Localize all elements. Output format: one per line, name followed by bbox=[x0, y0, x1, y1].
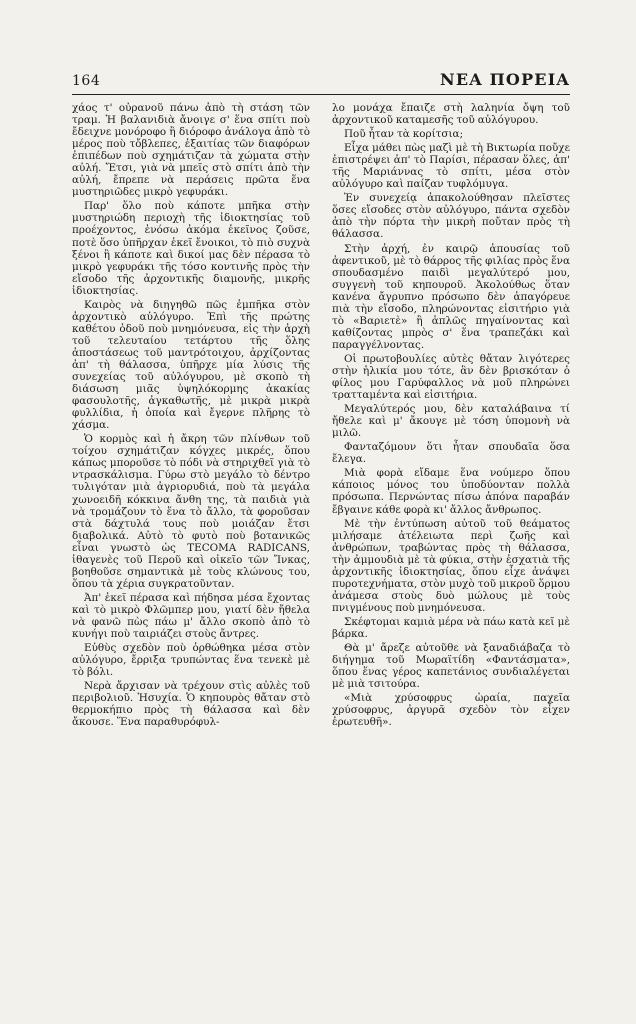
page-number: 164 bbox=[72, 73, 101, 89]
text-columns bbox=[72, 102, 570, 730]
paragraph: Παρ' ὅλο ποὺ κάποτε μπῆκα στὴν μυστηριώδη περιοχὴ τῆς ἰδιοκτησίας τοῦ προέχοντος, ἐνόσω ἀκόμα ἐκεῖνος ζοῦσε, ποτὲ ὅσο ὑπῆρχαν ἐκεῖ ἔνοικοι, τὸ πιὸ συχνὰ ξένοι ἢ κάποτε καὶ δικοί μας δὲν πέρασα τὸ μικρὸ γεφυράκι τῆς τόσο κοντινῆς πρὸς τὴν εἴσοδο τῆς ἀρχοντικῆς διαμονῆς, μικρῆς ἰδιοκτησίας. bbox=[72, 200, 310, 297]
paragraph: Ποῦ ἦταν τὰ κορίτσια; bbox=[344, 128, 464, 141]
paragraph: Μιὰ φορὰ εἴδαμε ἕνα νούμερο ὅπου κάποιος μόνος του ὑποδύονταν πολλὰ πρόσωπα. Περνώντας πίσω ἀπόνα παραβάν ἔβγαινε κάθε φορὰ κι' ἄλλος ἄνθρωπος. bbox=[332, 467, 570, 516]
paragraph: Στὴν ἀρχή, ἐν καιρῷ ἀπουσίας τοῦ ἀφεντικοῦ, μὲ τὸ θάρρος τῆς φιλίας πρὸς ἕνα σπουδασμένο παιδὶ μεγαλύτερό μου, συγγενὴ τοῦ κηπουροῦ. Ἀκολούθως ὅταν κανένα ἄγρυπνο πρόσωπο δὲν ἀπαγόρευε πιὰ τὴν εἴσοδο, πληρώνοντας εἰσιτήριο γιὰ τὸ «Βαριετὲ» ἢ ἁπλῶς πηγαίνοντας καὶ καθίζοντας μπρὸς σ' ἕνα τραπεζάκι καὶ παραγγέλνοντας. bbox=[332, 242, 570, 351]
right-column bbox=[332, 102, 570, 730]
running-title: ΝΕΑ ΠΟΡΕΙΑ bbox=[440, 70, 570, 89]
paragraph: «Μιὰ χρύσοφρυς ὡραία, παχεῖα χρύσοφρυς, ἀργυρᾶ σχεδὸν τὸν εἶχεν ἐρωτευθῆ». bbox=[332, 692, 570, 729]
paragraph: λο μονάχα ἔπαιζε στὴ λαληνία ὄψη τοῦ ἀρχοντικοῦ καταμεσῆς τοῦ αὐλόγυρου. bbox=[332, 102, 570, 127]
paragraph: Ὁ κορμὸς καὶ ἡ ἄκρη τῶν πλίνθων τοῦ τοίχου σχημάτιζαν κόγχες μικρές, ὅπου κάπως μποροῦσε τὸ πόδι νὰ στηριχθεῖ γιὰ τὸ ντρασκάλισμα. Γύρω στὸ μεγάλο τὸ δέντρο τυλιγόταν μιὰ ἀγριορυδιά, ποὺ τὰ μεγάλα χωνοειδῆ κόκκινα ἄνθη της, τὰ παιδιὰ γιὰ νὰ τρομάζουν τὸ ἕνα τὸ ἄλλο, τὰ φοροῦσαν στὰ δάχτυλά τους ποὺ μοιάζαν ἔτσι διαβολικά. Αὐτὸ τὸ φυτὸ ποὺ βοτανικῶς εἶναι γνωστὸ ὡς TECOMA RADICANS, ἰθαγενὲς τοῦ Περοῦ καὶ οἰκεῖο τῶν Ἴνκας, βοηθοῦσε σημαντικὰ μὲ τοὺς κλώνους του, ὅπου τὰ χέρια συγκρατοῦνταν. bbox=[72, 433, 310, 590]
paragraph: Ἀπ' ἐκεῖ πέρασα καὶ πήδησα μέσα ἔχοντας καὶ τὸ μικρὸ Φλῶμπερ μου, γιατί δὲν ἤθελα νὰ φανῶ πὼς πάω μ' ἄλλο σκοπὸ ἀπὸ τὸ κυνήγι ποὺ ταιριάζει στοὺς ἄντρες. bbox=[72, 591, 310, 641]
header-rule bbox=[72, 94, 570, 95]
paragraph: χάος τ' οὐρανοῦ πάνω ἀπὸ τὴ στάση τῶν τραμ. Ἡ βαλανιδιὰ ἄνοιγε σ' ἕνα σπίτι ποὺ ἔδειχνε μονόροφο ἢ διόροφο ἀνάλογα ἀπὸ τὸ μέρος ποὺ τὄβλεπες, ἐξαιτίας τῶν διαφόρων ἐπιπέδων ποὺ σχημάτιζαν τὰ χώματα στὴν αὐλή. Ἔτσι, γιὰ νὰ μπεῖς στὸ σπίτι ἀπὸ τὴν αὐλή, ἔπρεπε νὰ περάσεις πρῶτα ἕνα μυστηριῶδες μικρὸ γεφυράκι. bbox=[72, 102, 310, 199]
paragraph: Ἐν συνεχείᾳ ἀπακολούθησαν πλεῖστες ὅσες εἴσοδες στὸν αὐλόγυρο, πάντα σχεδὸν ἀπὸ τὴν πόρτα τὴν μικρὴ ποὔταν πρὸς τὴ θάλασσα. bbox=[332, 192, 570, 241]
page-header bbox=[72, 70, 570, 89]
paragraph: Θὰ μ' ἄρεζε αὐτοῦθε νὰ ξαναδιάβαζα τὸ διήγημα τοῦ Μωραϊτίδη «Φαντάσματα», ὅπου ἕνας γέρος καπετάνιος συνδιαλέγεται μὲ μιὰ τσιτούρα. bbox=[332, 642, 570, 691]
paragraph: Νερὰ ἄρχισαν νὰ τρέχουν στὶς αὐλὲς τοῦ περιβολιοῦ. Ἡσυχία. Ὁ κηπουρὸς θἄταν στὸ θερμοκήπιο πρὸς τὴ θάλασσα καὶ δὲν ἄκουσε. Ἕνα παραθυρόφυλ- bbox=[72, 680, 310, 729]
paragraph: Εὐθὺς σχεδὸν ποὺ ὀρθώθηκα μέσα στὸν αὐλόγυρο, ἔρριξα τρυπώντας ἕνα τενεκὲ μὲ τὸ βόλι. bbox=[72, 642, 310, 679]
paragraph: Φανταζόμουν ὅτι ἦταν σπουδαῖα ὅσα ἔλεγα. bbox=[332, 441, 570, 466]
paragraph: Καιρὸς νὰ διηγηθῶ πῶς ἐμπῆκα στὸν ἀρχοντικὸ αὐλόγυρο. Ἐπὶ τῆς πρώτης καθέτου ὁδοῦ ποὺ μνημόνευσα, εἰς τὴν ἀρχὴ τοῦ τελευταίου τετάρτου τῆς ὅλης ἀποστάσεως τοῦ μαντρότοιχου, ἀρχίζοντας ἀπ' τὴ θάλασσα, ὑπῆρχε μία λύσις τῆς συνεχείας τοῦ αὐλόγυρου, μὲ σκοπὸ τὴ διάσωση μιᾶς ὑψηλόκορμης ἀκακίας φασουλοτῆς, ἀγκαθωτῆς, μὲ μικρὰ μικρὰ φυλλίδια, ἡ ὁποία καὶ ἔγερνε πλῆρης τὸ χάσμα. bbox=[72, 298, 310, 432]
paragraph: Μεγαλύτερός μου, δὲν καταλάβαινα τί ἤθελε καὶ μ' ἄκουγε μὲ τόση ὑπομονὴ νὰ μιλῶ. bbox=[332, 403, 570, 440]
left-column bbox=[72, 102, 310, 730]
paragraph: Σκέφτομαι καμιὰ μέρα νὰ πάω κατὰ κεῖ μὲ βάρκα. bbox=[332, 615, 570, 640]
paragraph: Μὲ τὴν ἐντύπωση αὐτοῦ τοῦ θεάματος μιλήσαμε ἀτέλειωτα περὶ ζωῆς καὶ ἀνθρώπων, τραβώντας πρὸς τὴ θάλασσα, τὴν ἀμμουδιὰ μὲ τὰ φύκια, στὴν ἐσχατιὰ τῆς ἀρχοντικῆς ἰδιοκτησίας, ὅπου εἶχε ἀνάψει πυροτεχνήματα, στὸν μυχὸ τοῦ μικροῦ ὅρμου ἀνάμεσα στοὺς δυὸ μώλους μὲ τοὺς πνιγμένους ποὺ μνημόνευσα. bbox=[332, 517, 570, 614]
paragraph: Εἶχα μάθει πὼς μαζὶ μὲ τὴ Βικτωρία ποὔχε ἐπιστρέψει ἀπ' τὸ Παρίσι, πέρασαν ὅλες, ἀπ' τῆς Μαριάννας τὸ σπίτι, μέσα στὸν αὐλόγυρο καὶ παίζαν τυφλόμυγα. bbox=[332, 142, 570, 191]
paragraph: Οἱ πρωτοβουλίες αὐτὲς θἄταν λιγότερες στὴν ἡλικία μου τότε, ἂν δὲν βρισκόταν ὁ φίλος μου Γαρύφαλλος νὰ μοῦ πληρώνει τρατταμέντα καὶ εἰσιτήρια. bbox=[332, 352, 570, 402]
